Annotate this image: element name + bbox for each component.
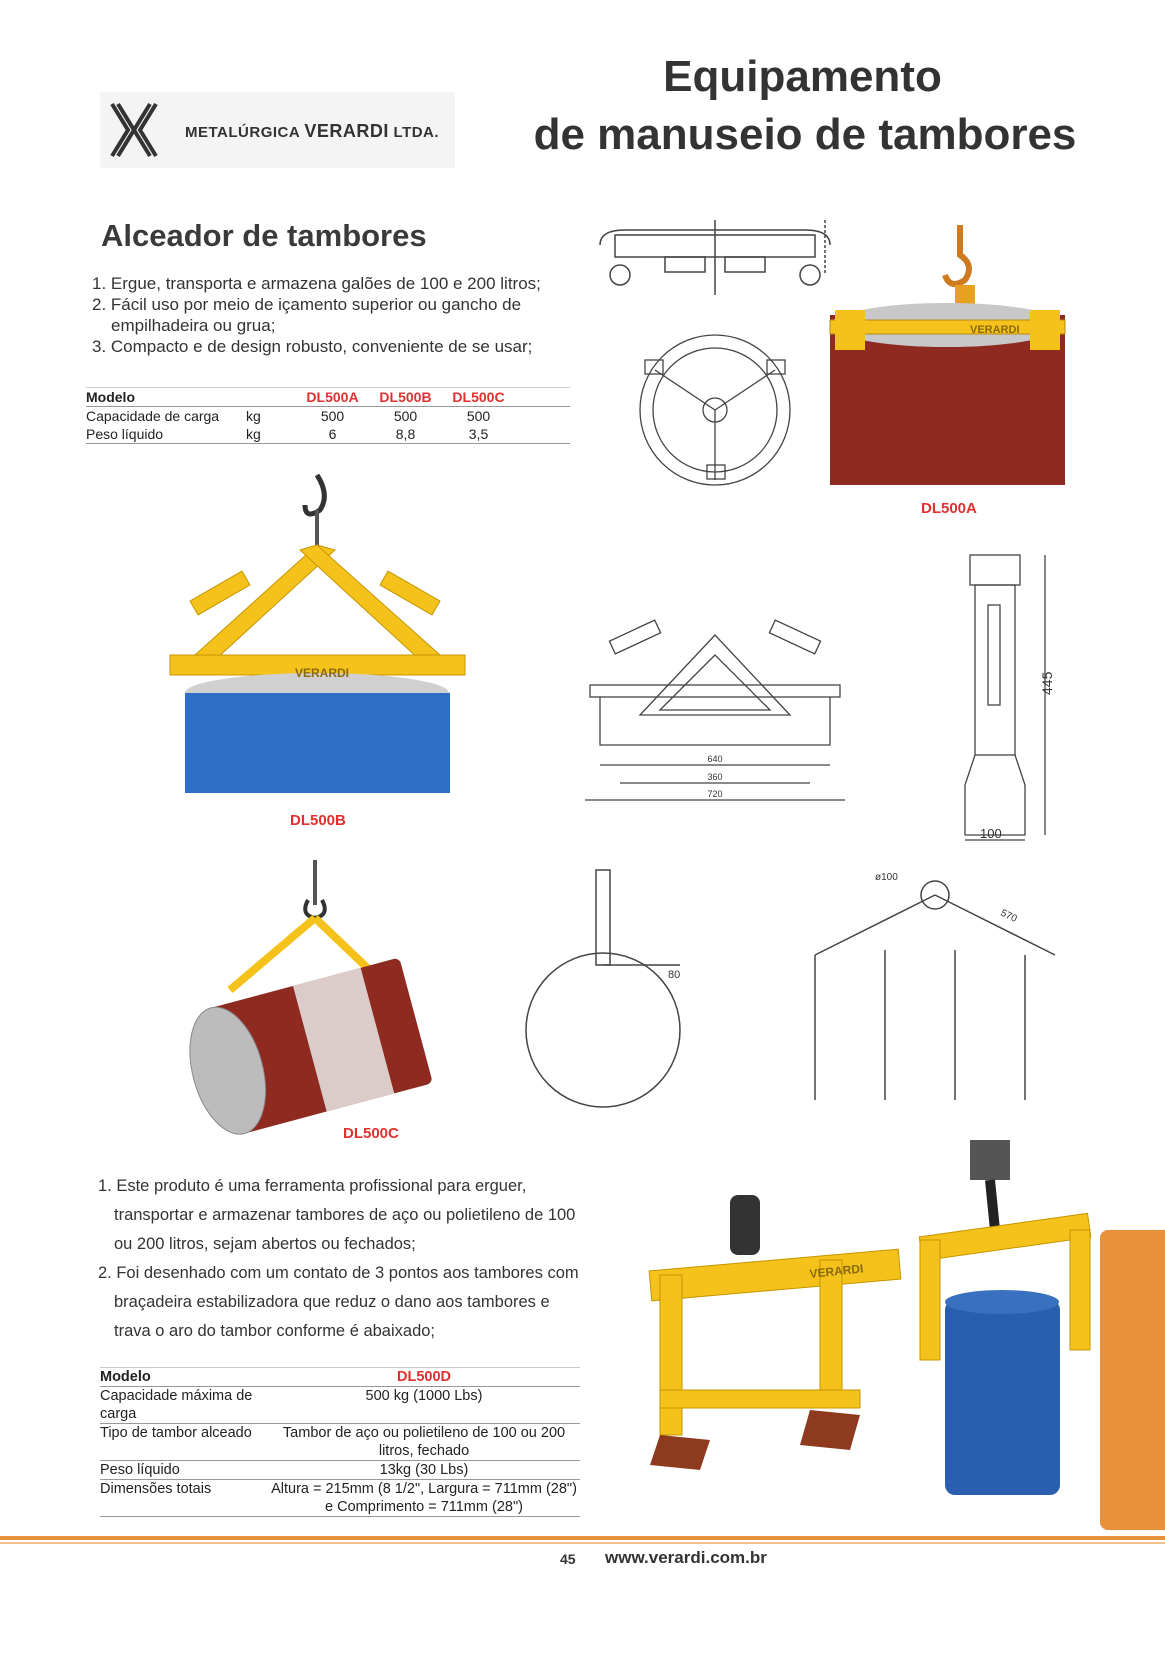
section-title: Alceador de tambores: [101, 218, 427, 253]
dl500b-tech-drawing: [580, 615, 850, 805]
list-item: empilhadeira ou grua;: [111, 316, 276, 335]
list-item: ou 200 litros, sejam abertos ou fechados;: [114, 1235, 416, 1253]
svg-text:ø100: ø100: [875, 872, 898, 883]
verardi-mark: VERARDI: [970, 324, 1020, 336]
spec-table-2: [100, 1367, 580, 1517]
list-item: trava o aro do tambor conforme é abaixado;: [114, 1322, 436, 1340]
dl500a-photo: [830, 225, 1065, 485]
side-tab: [1100, 1230, 1165, 1530]
table-row: Tipo de tambor alceado Tambor de aço ou polietileno de 100 ou 200 litros, fechado: [100, 1424, 580, 1461]
verardi-mark: VERARDI: [295, 666, 350, 680]
feature-list-2: [98, 1172, 618, 1346]
table-row: Capacidade de carga kg 500 500 500: [86, 408, 491, 424]
spec-table-1: [86, 387, 570, 444]
svg-text:640: 640: [707, 754, 723, 764]
svg-text:445: 445: [1039, 671, 1055, 695]
dl500c-tech-drawing: [520, 870, 690, 1110]
list-item: 2. Foi desenhado com um contato de 3 pontos aos tambores com: [98, 1264, 579, 1282]
svg-text:80: 80: [668, 969, 681, 981]
svg-text:100: 100: [980, 826, 1002, 841]
page-number: 45: [560, 1551, 576, 1567]
company-name: METALÚRGICA VERARDI LTDA.: [185, 121, 440, 141]
model-label-dl500b: DL500B: [290, 812, 346, 829]
verardi-mark: VERARDI: [808, 1261, 865, 1281]
list-item: 3. Compacto e de design robusto, conveniente de se usar;: [92, 337, 533, 356]
dl500b-photo: [170, 475, 465, 795]
svg-text:720: 720: [707, 789, 723, 799]
dl500a-plan-drawing: [635, 330, 810, 490]
table-row: Peso líquido 13kg (30 Lbs): [100, 1461, 580, 1480]
list-item: 1. Ergue, transporta e armazena galões de 100 e 200 litros;: [92, 274, 541, 293]
table-row: Dimensões totais Altura = 215mm (8 1/2", Largura = 711mm (28") e Comprimento = 711mm (28"): [100, 1480, 580, 1517]
table-row: Capacidade máxima de carga 500 kg (1000 Lbs): [100, 1387, 580, 1424]
page-title-line2: de manuseio de tambores: [533, 110, 1077, 159]
table-header-row: Modelo DL500D: [100, 1367, 580, 1387]
dl500a-top-drawing: [595, 215, 835, 310]
svg-text:570: 570: [998, 907, 1019, 925]
page-title-line1: Equipamento: [663, 52, 942, 101]
dl500d-photo: [650, 1140, 1105, 1500]
list-item: braçadeira estabilizadora que reduz o dano aos tambores e: [114, 1293, 550, 1311]
svg-text:360: 360: [707, 772, 723, 782]
model-label-dl500c: DL500C: [343, 1125, 399, 1142]
list-item: transportar e armazenar tambores de aço ou polietileno de 100: [114, 1206, 576, 1224]
side-view-drawing: [960, 555, 1070, 845]
website-link[interactable]: www.verardi.com.br: [605, 1548, 767, 1567]
footer-divider-thin: [0, 1542, 1165, 1544]
feature-list: [92, 273, 582, 357]
list-item: 1. Este produto é uma ferramenta profissional para erguer,: [98, 1177, 527, 1195]
dl500c-photo: [180, 860, 435, 1135]
table-header-row: Modelo DL500A DL500B DL500C: [86, 387, 570, 407]
table-row: Peso líquido kg 6 8,8 3,5: [86, 425, 570, 444]
model-label-dl500a: DL500A: [921, 500, 977, 517]
footer-divider: [0, 1536, 1165, 1540]
list-item: 2. Fácil uso por meio de içamento superior ou gancho de: [92, 295, 522, 314]
tripod-tech-drawing: [805, 870, 1065, 1100]
